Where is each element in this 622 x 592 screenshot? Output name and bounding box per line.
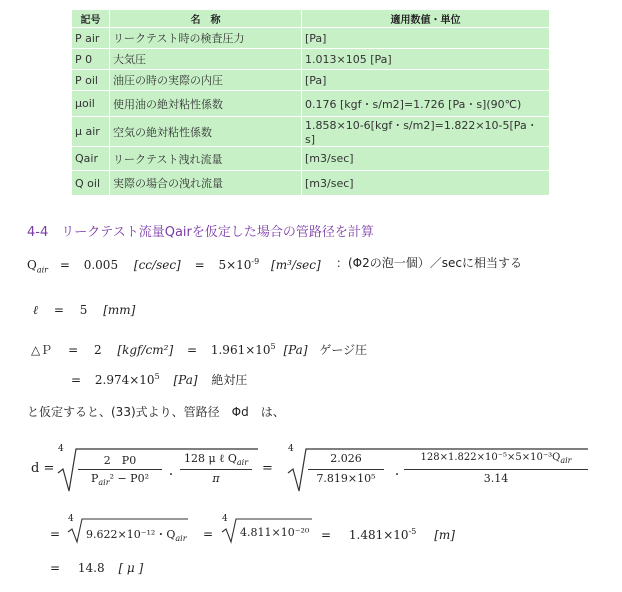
eq6-radicand2: 4.811×10⁻²⁰ [240, 526, 310, 539]
eq1-exponent: -9 [251, 257, 260, 266]
eq2-lhs: ℓ [33, 303, 38, 317]
eq5-equals: = [262, 461, 273, 476]
eq2-equals: = [53, 303, 64, 317]
eq5-fraction1-numerator: 2 P0 [103, 454, 137, 467]
cell-symbol: Q oil [72, 171, 109, 195]
equation-length [33, 303, 135, 318]
eq4-equals: = [71, 373, 82, 387]
eq7-unit: [ μ ] [118, 561, 144, 575]
eq5-fraction4-denominator: 3.14 [483, 472, 509, 485]
equation-delta-p [31, 341, 367, 358]
eq5-dot2: ・ [392, 470, 402, 481]
eq5-dot: ・ [166, 470, 176, 481]
eq4-mantissa: 2.974×10 [94, 373, 155, 387]
cell-value: [m3/sec] [302, 147, 549, 170]
eq6-equals2: = [203, 527, 214, 541]
eq7-equals: = [50, 561, 61, 575]
equation-final [50, 561, 143, 575]
eq5-root-index2: 4 [288, 444, 294, 454]
cell-symbol: P oil [72, 70, 109, 90]
eq6-exponent: -5 [408, 527, 417, 536]
eq5-fraction3-denominator: 7.819×10⁵ [316, 472, 376, 485]
cell-symbol: P air [72, 28, 109, 48]
eq5-lhs: d = [31, 461, 55, 476]
cell-value: 1.858×10-6[kgf・s/m2]=1.822×10-5[Pa・s] [302, 117, 549, 146]
cell-value: [Pa] [302, 70, 549, 90]
cell-name: 空気の絶対粘性係数 [110, 117, 301, 146]
eq3-equals: = [68, 343, 79, 357]
eq1-equals: = [59, 258, 70, 272]
eq5-fraction3-bar [308, 469, 384, 470]
eq5-fraction3-numerator: 2.026 [330, 452, 362, 465]
eq2-value: 5 [79, 303, 88, 317]
cell-value: [Pa] [302, 28, 549, 48]
cell-symbol: μ air [72, 117, 109, 146]
eq1-equals2: = [194, 258, 205, 272]
eq1-mantissa: 5×10 [218, 258, 252, 272]
eq5-fraction4-bar [404, 469, 588, 470]
cell-symbol: Qair [72, 147, 109, 170]
table-row [72, 117, 549, 146]
section-heading: 4-4 リークテスト流量Qairを仮定した場合の管路径を計算 [27, 225, 374, 240]
eq3-value: 2 [93, 343, 102, 357]
eq1-value: 0.005 [83, 258, 119, 272]
cell-name: 大気圧 [110, 49, 301, 69]
eq2-unit: [mm] [103, 303, 136, 317]
table-row [72, 147, 549, 170]
header-symbol: 記号 [72, 10, 109, 27]
eq1-unit2: [m³/sec] [271, 258, 321, 272]
cell-value: 1.013×105 [Pa] [302, 49, 549, 69]
eq1-note: ：(Φ2の泡一個）／secに相当する [336, 256, 522, 270]
eq3-equals2: = [186, 343, 198, 357]
eq6-radicand1: 9.622×10⁻¹²・$Q_{air}$ [86, 528, 187, 544]
eq3-note: ゲージ圧 [319, 343, 368, 357]
eq5-fraction1-denominator: $P_{air}^2 - P0^2$ [91, 472, 149, 488]
cell-value: [m3/sec] [302, 171, 549, 195]
eq6-root-index2: 4 [222, 514, 228, 524]
eq1-lhs: Q [27, 258, 37, 272]
table-row [72, 28, 549, 48]
cell-name: リークテスト洩れ流量 [110, 147, 301, 170]
equation-qair [27, 257, 321, 274]
parameter-table [71, 9, 550, 196]
eq6-root-index: 4 [68, 514, 74, 524]
eq3-lhs: △Ｐ [31, 343, 53, 357]
cell-name: 実際の場合の洩れ流量 [110, 171, 301, 195]
table-row [72, 171, 549, 195]
table-row [72, 91, 549, 116]
eq5-fraction1-bar [78, 469, 162, 470]
eq6-result: 1.481×10 [348, 528, 409, 542]
eq5-fraction2-numerator: 128 μ ℓ $Q_{air}$ [183, 452, 249, 468]
eq4-note: 絶対圧 [211, 373, 248, 387]
eq1-unit: [cc/sec] [133, 258, 181, 272]
eq3-unit2: [Pa] [283, 343, 308, 357]
eq3-unit: [kgf/cm²] [117, 343, 174, 357]
eq5-root-index: 4 [58, 444, 64, 454]
header-name: 名 称 [110, 10, 301, 27]
eq3-exponent: 5 [270, 342, 276, 351]
eq5-fraction4-numerator: $128\times 1.822\times 10^{-5}\times 5\times 10^{-3}Q_{air}$ [420, 452, 572, 465]
header-value: 適用数値・単位 [302, 10, 549, 27]
eq6-equals: = [50, 527, 61, 541]
eq5-fraction2-bar [180, 469, 252, 470]
eq4-unit: [Pa] [173, 373, 198, 387]
cell-name: リークテスト時の検査圧力 [110, 28, 301, 48]
assumption-text: と仮定すると、(33)式より、管路径 Φd は、 [27, 405, 285, 419]
cell-symbol: P 0 [72, 49, 109, 69]
table-row [72, 70, 549, 90]
eq3-mantissa: 1.961×10 [210, 343, 271, 357]
cell-name: 油圧の時の実際の内圧 [110, 70, 301, 90]
table-row [72, 49, 549, 69]
eq5-fraction2-denominator: π [212, 472, 220, 485]
cell-symbol: μoil [72, 91, 109, 116]
eq6-equals3 [321, 527, 455, 542]
cell-name: 使用油の絶対粘性係数 [110, 91, 301, 116]
eq6-equals3-sign: = [321, 528, 332, 542]
eq4-exponent: 5 [154, 372, 160, 381]
cell-value: 0.176 [kgf・s/m2]=1.726 [Pa・s](90℃) [302, 91, 549, 116]
equation-absolute-p [71, 371, 247, 388]
eq6-unit: [m] [434, 528, 455, 542]
eq1-lhs-sub: air [36, 265, 48, 275]
eq7-value: 14.8 [77, 561, 105, 575]
